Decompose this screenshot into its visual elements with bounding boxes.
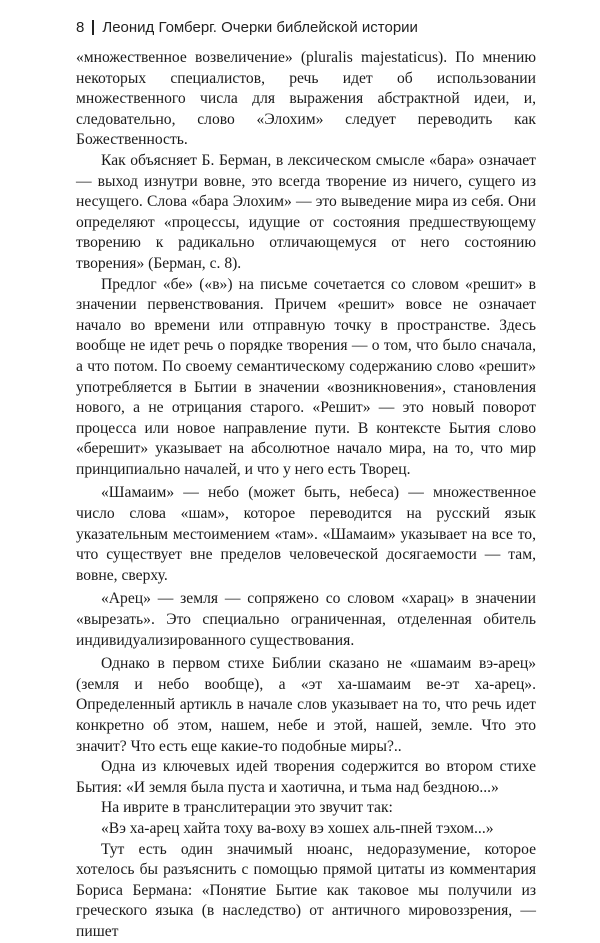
paragraph-8: На иврите в транслитерации это звучит так: bbox=[101, 799, 393, 817]
running-header bbox=[76, 16, 536, 38]
paragraph-6: Однако в первом стихе Библии сказано не «шамаим вэ-арец» (земля и небо вообще), а «эт ха-шамаим ве-эт ха-арец». Определенный артикль в начале слов указывает на то, что речь идет конкретно об этом, нашем, небе и этой, нашей, земле. Что это значит? Что есть еще какие-то подобные миры?.. bbox=[76, 655, 536, 755]
page-body bbox=[76, 48, 536, 943]
page-number: 8 bbox=[76, 18, 85, 36]
paragraph-2: Как объясняет Б. Берман, в лексическом смысле «бара» означает — выход изнутри вовне, это всегда творение из ничего, сущего из несущего. Слова «бара Элохим» — это выведение мира из себя. Они определяют «процессы, идущие от состояния предшествующему творению к радикально отличающемуся от него состоянию творения» (Берман, с. 8). bbox=[76, 151, 536, 272]
paragraph-7: Одна из ключевых идей творения содержится во втором стихе Бытия: «И земля была пуста и хаотична, и тьма над бездною...» bbox=[76, 758, 536, 796]
paragraph-5: «Арец» — земля — сопряжено со словом «харац» в значении «вырезать». Это специально ограниченная, отделенная обитель индивидуализированного существования. bbox=[76, 590, 536, 649]
paragraph-3: Предлог «бе» («в») на письме сочетается со словом «решит» в значении первенствования. Причем «решит» вовсе не означает начало во времени или отправную точку в пространстве. Здесь вообще не идет речь о порядке творения — о том, что было сначала, а что потом. По своему семантическому содержанию слово «решит» употребляется в Бытии в значении «возникновения», становления нового, а не отрицания старого. «Решит» — это новый поворот процесса или новое направление пути. В контексте Бытия слово «берешит» указывает на абсолютное начало мира, на то, что мир принципиально началей, и что у него есть Творец. bbox=[76, 275, 536, 478]
header-divider bbox=[92, 20, 94, 35]
paragraph-10: Тут есть один значимый нюанс, недоразумение, которое хотелось бы разъяснить с помощью прямой цитаты из комментария Бориса Бермана: «Понятие Бытие как таковое мы получили из греческого языка (в наследство) от античного мировоззрения, — пишет bbox=[76, 840, 536, 940]
paragraph-4: «Шамаим» — небо (может быть, небеса) — множественное число слова «шам», которое переводится на русский язык указательным местоимением «там». «Шамаим» указывает на все то, что существует вне пределов человеческой досягаемости — там, вовне, сверху. bbox=[76, 484, 536, 584]
running-title: Леонид Гомберг. Очерки библейской истории bbox=[102, 18, 418, 36]
paragraph-1: «множественное возвеличение» (pluralis majestaticus). По мнению некоторых специалистов, речь идет об использовании множественного числа для выражения абстрактной идеи, и, следовательно, слово «Элохим» следует переводить как Божественность. bbox=[76, 49, 536, 149]
paragraph-9: «Вэ ха-арец хайта тоху ва-воху вэ хошех аль-пней тэхом...» bbox=[101, 819, 494, 837]
